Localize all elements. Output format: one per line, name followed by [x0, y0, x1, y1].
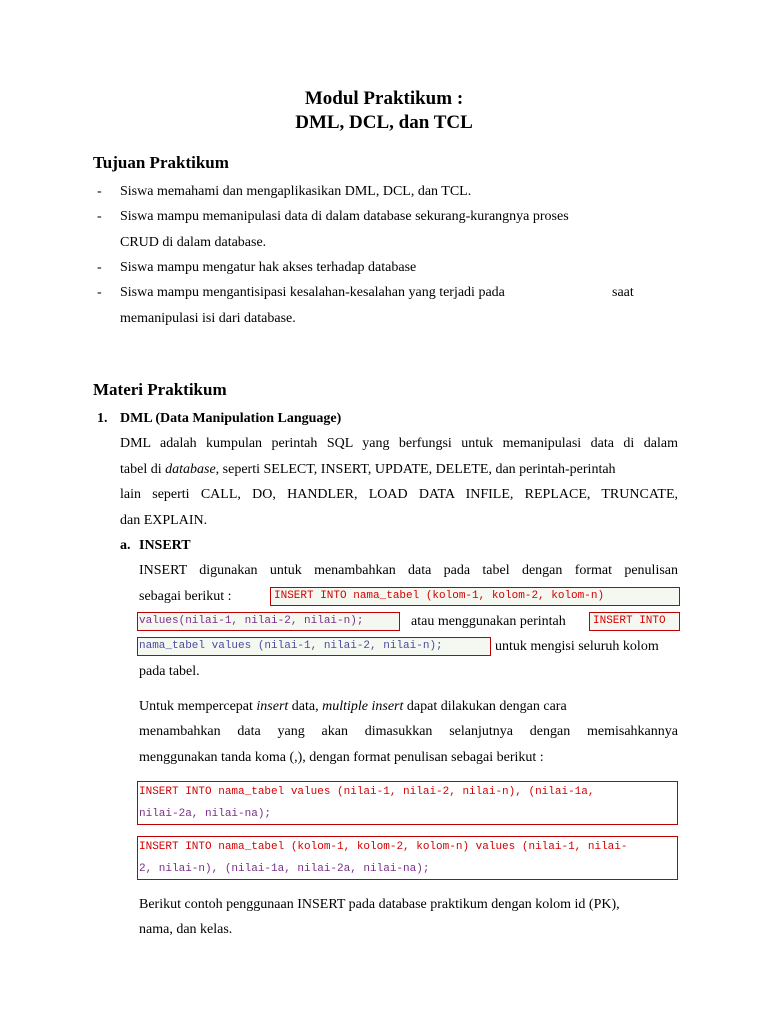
dml-para-line2	[120, 462, 678, 478]
page-title-line2: DML, DCL, dan TCL	[295, 112, 473, 133]
insert-p3-line2: nama, dan kelas.	[139, 922, 233, 937]
insert-p2-line1	[139, 699, 678, 715]
insert-p1-line1: INSERT digunakan untuk menambahkan data pada tabel dengan format penulisan	[139, 563, 678, 578]
insert-p2-line3: menggunakan tanda koma (,), dengan format penulisan sebagai berikut :	[139, 750, 544, 765]
insert-p1-line2-pre: sebagai berikut :	[139, 589, 232, 604]
insert-p2-d: multiple insert	[322, 699, 404, 714]
code-inline-2-line2: nama_tabel values (nilai-1, nilai-2, nilai-n);	[139, 640, 443, 652]
bullet-dash: -	[97, 184, 102, 199]
page-title-line1: Modul Praktikum :	[304, 88, 464, 109]
code-block-3-line1: INSERT INTO nama_tabel values (nilai-1, nilai-2, nilai-n), (nilai-1a,	[139, 786, 595, 798]
code-block-4-line2: 2, nilai-n), (nilai-1a, nilai-2a, nilai-na);	[139, 863, 430, 875]
section-1-number: 1.	[97, 411, 108, 426]
tujuan-item-2	[120, 209, 645, 225]
heading-materi: Materi Praktikum	[93, 380, 227, 399]
insert-p1-end: pada tabel.	[139, 664, 200, 679]
tujuan-item-4-saat: saat	[612, 285, 634, 300]
insert-p3-line1: Berikut contoh penggunaan INSERT pada database praktikum dengan kolom id (PK),	[139, 897, 620, 912]
tujuan-item-2-line1: Siswa mampu memanipulasi data di dalam database sekurang-kurangnya proses	[120, 209, 569, 224]
bullet-dash: -	[97, 260, 102, 275]
dml-para-line4: dan EXPLAIN.	[120, 513, 208, 528]
insert-p2-b: insert	[256, 699, 289, 714]
dml-para-line2-post: , seperti SELECT, INSERT, UPDATE, DELETE, dan perintah-perintah	[215, 462, 616, 477]
insert-p2-c: data,	[288, 699, 323, 714]
code-inline-2-line1: INSERT INTO	[593, 615, 666, 627]
tujuan-item-1: Siswa memahami dan mengaplikasikan DML, DCL, dan TCL.	[120, 184, 472, 199]
insert-p2-e: dapat dilakukan dengan cara	[403, 699, 567, 714]
insert-p1-mid: atau menggunakan perintah	[411, 614, 566, 629]
dml-para-line1: DML adalah kumpulan perintah SQL yang berfungsi untuk memanipulasi data di dalam	[120, 436, 678, 451]
tujuan-item-3: Siswa mampu mengatur hak akses terhadap database	[120, 260, 417, 275]
bullet-dash: -	[97, 285, 102, 300]
heading-tujuan: Tujuan Praktikum	[93, 153, 229, 172]
sub-a-label: a.	[120, 538, 131, 553]
code-inline-1-line2: values(nilai-1, nilai-2, nilai-n);	[139, 615, 364, 627]
tujuan-item-2-line2: CRUD di dalam database.	[120, 235, 267, 250]
dml-para-line2-pre: tabel di	[120, 462, 166, 477]
bullet-dash: -	[97, 209, 102, 224]
code-block-4-line1: INSERT INTO nama_tabel (kolom-1, kolom-2, kolom-n) values (nilai-1, nilai-	[139, 841, 628, 853]
dml-para-line3: lain seperti CALL, DO, HANDLER, LOAD DATA INFILE, REPLACE, TRUNCATE,	[120, 487, 678, 502]
code-block-3-line2: nilai-2a, nilai-na);	[139, 808, 272, 820]
insert-p1-tail: untuk mengisi seluruh kolom	[495, 639, 659, 654]
dml-para-line2-italic: database	[165, 462, 216, 477]
sub-a-title: INSERT	[139, 538, 191, 553]
code-inline-1-line1: INSERT INTO nama_tabel (kolom-1, kolom-2, kolom-n)	[274, 590, 605, 602]
section-1-title: DML (Data Manipulation Language)	[120, 411, 342, 426]
tujuan-item-4-line1: Siswa mampu mengantisipasi kesalahan-kesalahan yang terjadi pada	[120, 285, 505, 300]
insert-p2-line2: menambahkan data yang akan dimasukkan selanjutnya dengan memisahkannya	[139, 724, 678, 739]
tujuan-item-4-line2: memanipulasi isi dari database.	[120, 311, 296, 326]
insert-p2-a: Untuk mempercepat	[139, 699, 257, 714]
insert-p2-line1-text	[139, 699, 567, 715]
